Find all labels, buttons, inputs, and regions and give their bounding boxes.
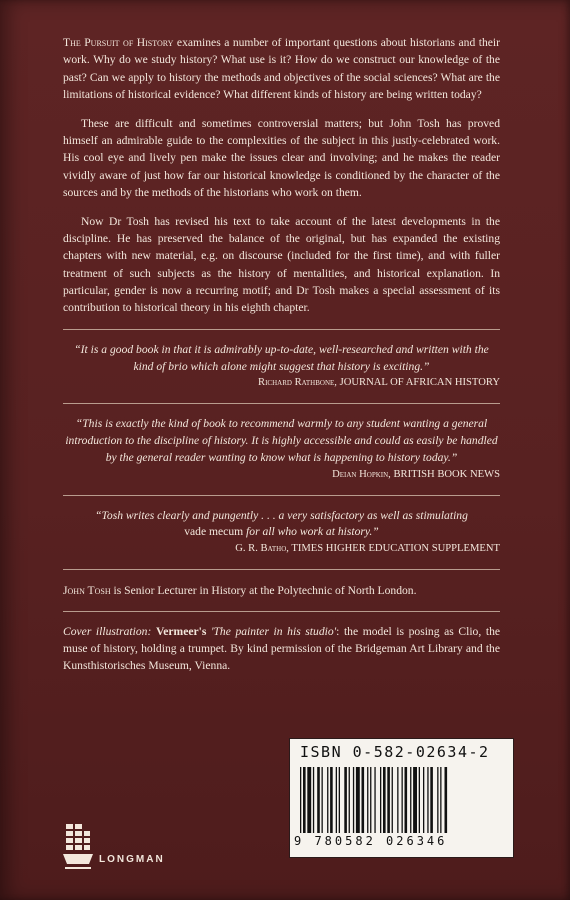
cover-illustration-label: Cover illustration: (63, 625, 152, 639)
reviewer-name: Deian Hopkin (332, 468, 389, 480)
book-title-lead: The Pursuit of History (63, 36, 174, 49)
review-quote: “It is a good book in that it is admirably up-to-date, well-researched and written with the kind of brio which alone might suggest that history is exciting.” (74, 342, 489, 373)
reviewer-name: G. R. Batho (235, 543, 287, 555)
reviewer-name: Richard Rathbone (258, 377, 335, 389)
cover-artist: Vermeer's (155, 625, 207, 639)
divider (63, 329, 500, 330)
divider (63, 403, 500, 404)
blurb-paragraph-1 (63, 34, 500, 104)
divider (63, 611, 500, 612)
isbn-number: ISBN 0-582-02634-2 (300, 743, 490, 761)
review-source: Richard Rathbone, JOURNAL OF AFRICAN HISTORY (258, 377, 500, 389)
isbn-barcode (289, 738, 514, 858)
publisher-imprint (63, 818, 203, 878)
cover-painting-title: 'The painter in his studio' (211, 625, 337, 639)
review-publication: JOURNAL OF AFRICAN HISTORY (339, 377, 500, 389)
blurb-paragraph-3: Now Dr Tosh has revised his text to take account of the latest developments in the discipline. He has preserved the balance of the original, but has expanded the existing chapters with new material, e.g. on discourse (included for the first time), and with fuller treatment of such subjects as the history of mentalities, and historical explanation. In particular, gender is now a recurring motif; and Dr Tosh makes a special assessment of its contribution to historical theory in his eighth chapter. (63, 214, 500, 315)
blurb-paragraph-1-text: examines a number of important questions about historians and their work. Why do we study history? What use is it? How do we construct our knowledge of the past? Can we apply to history the methods and objectives of the social sciences? What are the limitations of historical evidence? What different kinds of history are being written today? (63, 36, 500, 102)
review-source: Deian Hopkin, BRITISH BOOK NEWS (332, 468, 500, 480)
review-publication: TIMES HIGHER EDUCATION SUPPLEMENT (291, 543, 500, 555)
review-quote-part-1: “Tosh writes clearly and pungently . . . a very satisfactory as well as stimulating (95, 508, 468, 522)
review-quote (63, 508, 500, 542)
cover-illustration-credit (63, 624, 500, 674)
divider (63, 495, 500, 496)
review-source: G. R. Batho, TIMES HIGHER EDUCATION SUPPLEMENT (235, 543, 500, 555)
review-3 (63, 508, 500, 557)
author-name: John Tosh (63, 583, 111, 597)
review-publication: BRITISH BOOK NEWS (393, 468, 500, 480)
back-cover-text (63, 34, 500, 686)
blurb-paragraph-2: These are difficult and sometimes controversial matters; but John Tosh has proved himself an admirable guide to the complexities of the subject in this justly-celebrated work. His cool eye and lively pen make the issues clear and involving; and he makes the reader vividly aware of just how far our historical knowledge is conditioned by the character of the sources and by the methods of the historians who work on them. (63, 116, 500, 200)
publisher-name: LONGMAN (99, 854, 165, 865)
review-2 (63, 416, 500, 482)
review-quote: “This is exactly the kind of book to recommend warmly to any student wanting a general introduction to the discipline of history. It is highly accessible and could as easily be handled by the general reader wanting to know what is happening to history today.” (65, 417, 498, 464)
review-quote-plain: vade mecum (184, 525, 244, 539)
ean-digits: 9 780582 026346 (294, 834, 448, 848)
divider (63, 569, 500, 570)
cover-illustration-text: : the model is posing as Clio, the muse of history, holding a trumpet. By kind permission of the Bridgeman Art Library and the Kunsthistorisches Museum, Vienna. (63, 625, 501, 672)
author-note (63, 582, 500, 599)
ship-logo-icon (63, 818, 93, 874)
review-1 (63, 342, 500, 391)
author-note-text: is Senior Lecturer in History at the Polytechnic of North London. (110, 583, 417, 597)
barcode-bars (300, 767, 502, 833)
review-quote-part-2: for all who work at history.” (243, 525, 379, 539)
